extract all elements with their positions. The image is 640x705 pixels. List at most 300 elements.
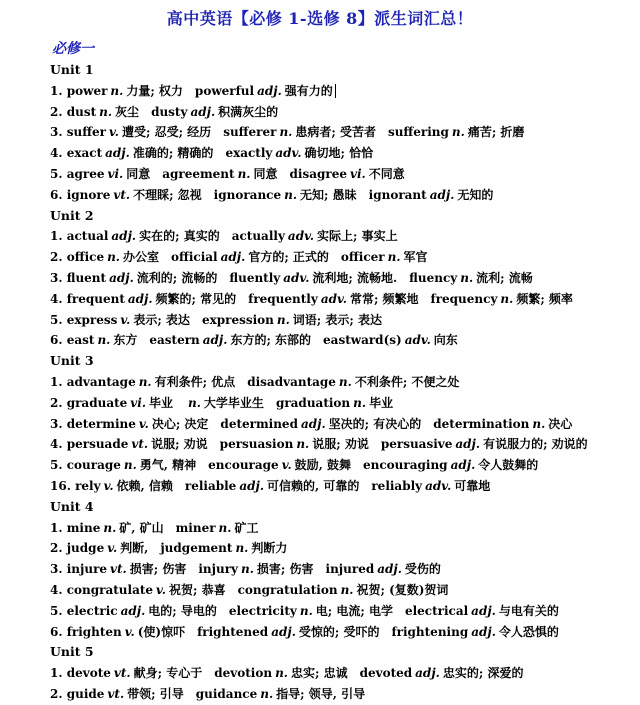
part-of-speech: adv. <box>320 291 347 306</box>
part-of-speech: adj. <box>471 624 496 639</box>
word-form <box>326 562 441 576</box>
vocab-entry <box>50 247 635 268</box>
word-form <box>323 333 458 347</box>
entry-number: 2. <box>50 541 67 556</box>
meaning: 依赖, 信赖 <box>116 478 173 493</box>
part-of-speech: n. <box>279 125 293 140</box>
headword: reliably <box>371 478 423 493</box>
part-of-speech: vt. <box>113 666 131 681</box>
part-of-speech: adv. <box>425 478 452 493</box>
vocab-entry <box>50 310 635 331</box>
headword: courage <box>66 458 121 473</box>
word-form <box>290 167 405 181</box>
word-form <box>67 105 139 119</box>
unit-heading <box>50 642 635 663</box>
word-form <box>67 437 208 451</box>
entry-number: 6. <box>50 187 67 202</box>
word-form <box>67 666 203 680</box>
entry-number: 3. <box>50 416 67 431</box>
meaning: 毕业 <box>369 395 394 410</box>
section-heading: 必修一 <box>52 41 94 57</box>
part-of-speech: n. <box>235 541 249 556</box>
headword: electricity <box>228 603 297 618</box>
meaning: 流利地; 流畅地. <box>312 270 398 285</box>
part-of-speech: adj. <box>127 291 153 306</box>
meaning: 有说服力的; 劝说的 <box>483 437 588 452</box>
headword: reliable <box>184 478 237 493</box>
word-form <box>185 396 264 410</box>
entry-number: 16. <box>50 478 76 493</box>
word-form <box>67 333 138 347</box>
headword: judge <box>66 541 105 556</box>
meaning: 决心; 决定 <box>151 416 209 431</box>
headword: eastward(s) <box>323 333 402 348</box>
entry-number: 4. <box>50 582 67 597</box>
part-of-speech: n. <box>284 187 298 202</box>
headword: determination <box>433 416 530 431</box>
meaning: 不理睬; 忽视 <box>133 187 202 202</box>
meaning: 矿工 <box>234 520 259 535</box>
word-form <box>248 292 418 306</box>
part-of-speech: adj. <box>415 666 440 681</box>
meaning: 带领; 引导 <box>127 686 184 701</box>
meaning: 毕业 <box>149 395 174 410</box>
word-form <box>202 313 382 327</box>
unit-heading <box>50 206 635 227</box>
meaning: 判断力 <box>251 541 288 556</box>
headword: dust <box>66 104 97 119</box>
part-of-speech: n. <box>500 291 514 306</box>
word-form <box>229 604 393 618</box>
part-of-speech: n. <box>460 270 474 285</box>
meaning: 勇气, 精神 <box>139 458 197 473</box>
word-form <box>214 666 347 680</box>
vocab-entry <box>50 289 635 310</box>
meaning: 受伤的 <box>404 562 441 577</box>
part-of-speech: n. <box>241 562 254 577</box>
part-of-speech: n. <box>110 83 124 98</box>
unit-heading <box>50 351 635 372</box>
word-form <box>151 105 278 119</box>
word-form <box>363 458 538 472</box>
part-of-speech: adj. <box>377 562 402 577</box>
headword: power <box>66 83 108 98</box>
word-form <box>67 396 173 410</box>
meaning: 矿, 矿山 <box>119 520 164 535</box>
headword: eastern <box>149 333 200 348</box>
headword: suffer <box>66 125 107 140</box>
word-form <box>341 250 428 264</box>
headword: suffering <box>387 125 449 140</box>
headword: frequently <box>248 291 318 306</box>
part-of-speech: n. <box>275 666 288 681</box>
part-of-speech: n. <box>103 520 117 535</box>
part-of-speech: n. <box>387 250 401 265</box>
vocab-entry <box>50 102 635 123</box>
unit-heading <box>50 497 635 518</box>
meaning: 患病者; 受苦者 <box>295 125 376 140</box>
meaning: 确切地; 恰恰 <box>304 146 374 161</box>
meaning: (使)惊吓 <box>137 624 186 639</box>
word-form <box>223 125 376 139</box>
headword: electrical <box>404 603 469 618</box>
word-form <box>220 417 421 431</box>
headword: devotion <box>214 666 273 681</box>
meaning: 军官 <box>403 250 428 265</box>
word-form <box>67 521 164 535</box>
word-form <box>162 167 277 181</box>
word-form <box>67 250 159 264</box>
part-of-speech: n. <box>107 250 120 265</box>
part-of-speech: adv. <box>287 229 315 244</box>
meaning: 无知的 <box>457 187 494 202</box>
meaning: 电的; 导电的 <box>148 603 217 618</box>
part-of-speech: adj. <box>120 603 146 618</box>
meaning: 准确的; 精确的 <box>132 146 214 161</box>
meaning: 流利; 流畅 <box>476 270 533 285</box>
headword: encouraging <box>363 458 448 473</box>
part-of-speech: adj. <box>202 333 228 348</box>
vocab-entry <box>50 434 635 455</box>
headword: sufferer <box>223 125 277 140</box>
meaning: 办公室 <box>122 250 159 265</box>
part-of-speech: v. <box>120 312 131 327</box>
headword: advantage <box>66 374 136 389</box>
meaning: 力量; 权力 <box>126 83 183 98</box>
meaning: 无知; 愚昧 <box>300 187 357 202</box>
word-form <box>433 417 572 431</box>
word-form <box>67 541 149 555</box>
entry-number: 2. <box>50 250 67 265</box>
headword: powerful <box>194 83 255 98</box>
word-form <box>369 188 494 202</box>
headword: ignorance <box>213 187 282 202</box>
meaning: 有利条件; 优点 <box>154 374 236 389</box>
vocab-entry <box>50 164 635 185</box>
headword: ignorant <box>368 187 427 202</box>
vocab-entry <box>50 372 635 393</box>
word-form <box>67 125 211 139</box>
word-form <box>196 687 365 701</box>
entry-number: 5. <box>50 312 67 327</box>
meaning: 强有力的 <box>284 83 333 98</box>
part-of-speech: n. <box>97 333 111 348</box>
headword: fluent <box>66 270 107 285</box>
word-form <box>247 375 459 389</box>
headword: exact <box>66 146 103 161</box>
part-of-speech: n. <box>188 395 201 410</box>
word-form <box>176 521 259 535</box>
headword: persuasion <box>219 437 294 452</box>
headword: frequency <box>430 291 498 306</box>
word-form <box>67 583 226 597</box>
vocabulary-list <box>50 60 635 705</box>
part-of-speech: v. <box>281 458 292 473</box>
part-of-speech: adj. <box>450 458 476 473</box>
entry-number: 2. <box>50 686 67 701</box>
part-of-speech: vt. <box>113 187 131 202</box>
entry-number: 5. <box>50 458 67 473</box>
part-of-speech: adj. <box>471 603 496 618</box>
meaning: 不利条件; 不便之处 <box>354 374 460 389</box>
vocab-entry <box>50 622 635 643</box>
headword: frequent <box>66 291 125 306</box>
part-of-speech: vt. <box>107 686 125 701</box>
headword: judgement <box>160 541 233 556</box>
headword: graduation <box>275 395 351 410</box>
word-form <box>67 146 214 160</box>
meaning: 实在的; 真实的 <box>139 229 220 244</box>
part-of-speech: adv. <box>404 333 431 348</box>
unit-heading <box>50 60 635 81</box>
word-form <box>67 188 202 202</box>
unit-label: Unit 2 <box>50 207 94 223</box>
meaning: 损害; 伤害 <box>256 562 314 577</box>
vocab-entry <box>50 538 635 559</box>
part-of-speech: adv. <box>275 146 302 161</box>
part-of-speech: adj. <box>239 478 264 493</box>
headword: frightening <box>391 624 469 639</box>
meaning: 受惊的; 受吓的 <box>298 624 380 639</box>
meaning: 频繁的; 常见的 <box>155 291 237 306</box>
word-form <box>238 583 449 597</box>
meaning: 说服; 劝说 <box>312 437 369 452</box>
word-form <box>75 479 173 493</box>
word-form <box>160 541 287 555</box>
part-of-speech: n. <box>237 166 251 181</box>
headword: expression <box>201 312 274 327</box>
part-of-speech: adj. <box>220 250 246 265</box>
part-of-speech: v. <box>103 478 114 493</box>
headword: dusty <box>151 104 188 119</box>
headword: determined <box>220 416 298 431</box>
headword: determine <box>66 416 136 431</box>
vocab-entry <box>50 414 635 435</box>
headword: injury <box>198 562 238 577</box>
headword: actually <box>231 229 285 244</box>
word-form <box>371 479 490 493</box>
vocab-entry <box>50 580 635 601</box>
word-form <box>67 292 236 306</box>
word-form <box>225 146 373 160</box>
meaning: 积满灰尘的 <box>218 104 279 119</box>
headword: congratulate <box>66 582 154 597</box>
vocab-entry <box>50 559 635 580</box>
entry-number: 6. <box>50 624 67 639</box>
word-form <box>197 625 379 639</box>
part-of-speech: adj. <box>300 416 326 431</box>
part-of-speech: n. <box>260 686 274 701</box>
headword: agree <box>66 166 105 181</box>
word-form <box>229 271 397 285</box>
unit-label: Unit 1 <box>50 62 94 77</box>
entry-number: 1. <box>50 83 67 98</box>
vocab-entry <box>50 330 635 351</box>
word-form <box>67 604 217 618</box>
part-of-speech: n. <box>123 458 137 473</box>
vocab-entry <box>50 601 635 622</box>
page-title: 高中英语【必修 1-选修 8】派生词汇总！ <box>166 9 474 28</box>
headword: devote <box>66 666 111 681</box>
vocab-entry <box>50 122 635 143</box>
vocab-entry <box>50 226 635 247</box>
part-of-speech: v. <box>156 582 166 597</box>
vocab-entry <box>50 663 635 684</box>
word-form <box>149 333 311 347</box>
part-of-speech: v. <box>109 125 119 140</box>
headword: devoted <box>359 666 413 681</box>
entry-number: 1. <box>50 666 67 681</box>
part-of-speech: n. <box>299 603 313 618</box>
entry-number: 2. <box>50 104 67 119</box>
entry-number: 3. <box>50 562 67 577</box>
part-of-speech: v. <box>124 624 135 639</box>
headword: office <box>66 250 105 265</box>
word-form <box>388 125 524 139</box>
word-form <box>67 458 196 472</box>
vocab-entry <box>50 393 635 414</box>
headword: persuade <box>66 437 129 452</box>
part-of-speech: n. <box>218 520 232 535</box>
vocab-entry <box>50 455 635 476</box>
part-of-speech: v. <box>107 541 118 556</box>
part-of-speech: vi. <box>130 395 146 410</box>
word-form <box>67 687 184 701</box>
headword: congratulation <box>237 582 338 597</box>
part-of-speech: n. <box>340 582 354 597</box>
meaning: 说服; 劝说 <box>151 437 208 452</box>
part-of-speech: n. <box>451 125 465 140</box>
word-form <box>232 229 398 243</box>
part-of-speech: adj. <box>105 146 130 161</box>
headword: frightened <box>197 624 269 639</box>
headword: disadvantage <box>247 374 336 389</box>
meaning: 东方 <box>113 333 138 348</box>
part-of-speech: vt. <box>131 437 149 452</box>
part-of-speech: adj. <box>271 624 296 639</box>
headword: disagree <box>289 166 347 181</box>
headword: miner <box>175 520 216 535</box>
word-form <box>198 562 313 576</box>
headword: guide <box>66 686 105 701</box>
meaning: 不同意 <box>368 166 405 181</box>
meaning: 痛苦; 折磨 <box>467 125 525 140</box>
word-form <box>67 271 218 285</box>
meaning: 指导; 领导, 引导 <box>276 686 366 701</box>
entry-number: 1. <box>50 520 67 535</box>
meaning: 可靠地 <box>454 478 491 493</box>
part-of-speech: vi. <box>349 166 366 181</box>
meaning: 与电有关的 <box>498 603 559 618</box>
entry-number: 1. <box>50 374 67 389</box>
meaning: 表示; 表达 <box>133 312 190 327</box>
meaning: 电; 电流; 电学 <box>315 603 393 618</box>
meaning: 决心 <box>548 416 573 431</box>
part-of-speech: vt. <box>110 562 127 577</box>
meaning: 判断, <box>120 541 149 556</box>
entry-number: 6. <box>50 333 67 348</box>
headword: guidance <box>195 686 258 701</box>
word-form <box>67 229 220 243</box>
meaning: 令人恐惧的 <box>498 624 559 639</box>
headword: rely <box>75 478 101 493</box>
entry-number: 4. <box>50 437 67 452</box>
part-of-speech: adj. <box>455 437 481 452</box>
meaning: 东方的; 东部的 <box>230 333 312 348</box>
part-of-speech: v. <box>138 416 149 431</box>
text-cursor <box>335 84 336 98</box>
word-form <box>276 396 393 410</box>
meaning: 可信赖的, 可靠的 <box>267 478 360 493</box>
meaning: 祝贺; (复数)贺词 <box>356 582 449 597</box>
meaning: 灰尘 <box>115 104 140 119</box>
word-form <box>409 271 533 285</box>
part-of-speech: n. <box>338 374 352 389</box>
part-of-speech: adj. <box>429 187 455 202</box>
word-form <box>67 84 183 98</box>
unit-label: Unit 3 <box>50 353 94 369</box>
word-form <box>171 250 329 264</box>
unit-label: Unit 4 <box>50 498 94 514</box>
part-of-speech: vi. <box>107 166 124 181</box>
word-form <box>220 437 369 451</box>
entry-number: 1. <box>50 229 67 244</box>
part-of-speech: adv. <box>283 270 310 285</box>
part-of-speech: adj. <box>111 229 137 244</box>
entry-number: 3. <box>50 270 67 285</box>
meaning: 坚决的; 有决心的 <box>328 416 422 431</box>
word-form <box>185 479 359 493</box>
vocab-entry <box>50 268 635 289</box>
part-of-speech: n. <box>532 416 546 431</box>
meaning: 常常; 频繁地 <box>349 291 419 306</box>
meaning: 词语; 表示; 表达 <box>292 312 382 327</box>
headword: frighten <box>66 624 122 639</box>
headword: ignore <box>66 187 111 202</box>
meaning: 令人鼓舞的 <box>478 458 539 473</box>
part-of-speech: adj. <box>109 270 134 285</box>
headword: injure <box>66 562 108 577</box>
word-form <box>67 313 190 327</box>
word-form <box>195 84 336 98</box>
headword: electric <box>66 603 118 618</box>
headword: officer <box>340 250 385 265</box>
word-form <box>67 562 187 576</box>
meaning: 同意 <box>253 166 278 181</box>
entry-number: 4. <box>50 146 67 161</box>
word-form <box>67 167 151 181</box>
meaning: 大学毕业生 <box>203 395 264 410</box>
meaning: 流利的; 流畅的 <box>136 270 218 285</box>
headword: exactly <box>225 146 273 161</box>
entry-number: 2. <box>50 395 67 410</box>
vocab-entry <box>50 684 635 705</box>
headword: actual <box>66 229 109 244</box>
unit-label: Unit 5 <box>50 644 94 660</box>
entry-number: 5. <box>50 166 67 181</box>
word-form <box>431 292 573 306</box>
meaning: 频繁; 频率 <box>516 291 573 306</box>
meaning: 实际上; 事实上 <box>317 229 398 244</box>
meaning: 损害; 伤害 <box>129 562 187 577</box>
word-form <box>67 417 209 431</box>
meaning: 遭受; 忍受; 经历 <box>121 125 212 140</box>
part-of-speech: n. <box>276 312 290 327</box>
headword: fluency <box>409 270 458 285</box>
part-of-speech: n. <box>296 437 310 452</box>
meaning: 祝贺; 恭喜 <box>168 582 226 597</box>
headword: agreement <box>162 166 235 181</box>
